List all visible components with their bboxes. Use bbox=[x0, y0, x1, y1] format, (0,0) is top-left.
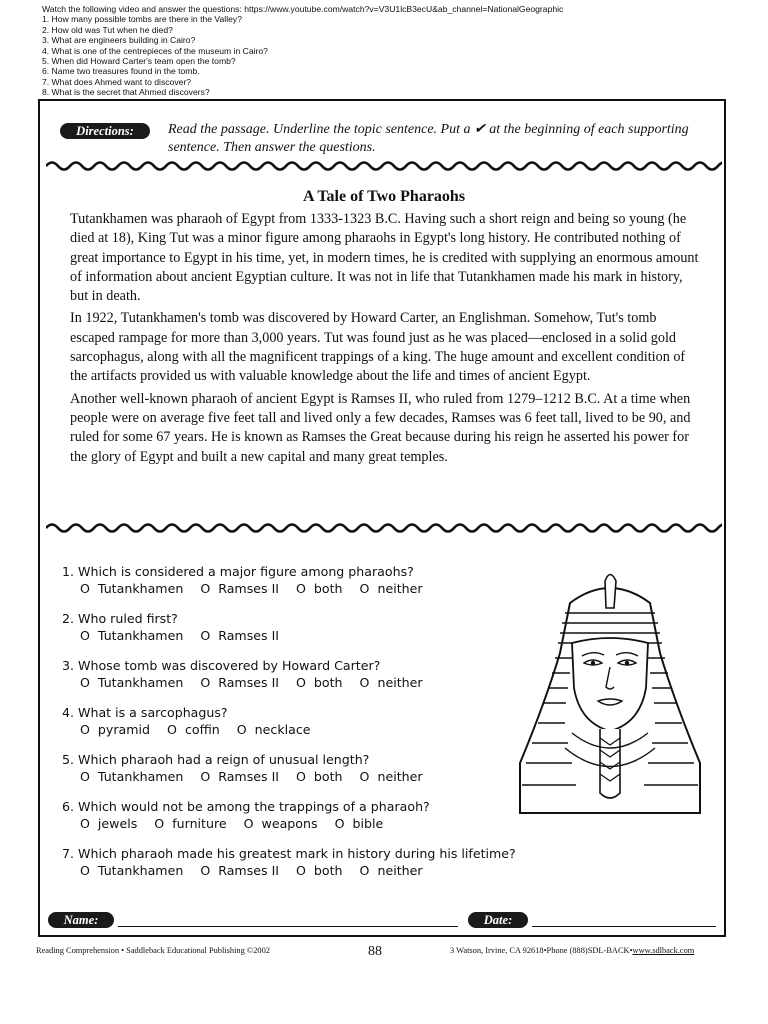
answer-option[interactable] bbox=[80, 815, 137, 832]
answer-option[interactable] bbox=[296, 674, 343, 691]
answer-bubble[interactable]: O bbox=[80, 628, 90, 643]
answer-option[interactable] bbox=[200, 580, 279, 597]
answer-bubble[interactable]: O bbox=[296, 769, 306, 784]
answer-bubble[interactable]: O bbox=[334, 816, 345, 831]
answer-option[interactable] bbox=[360, 674, 423, 691]
passage-title: A Tale of Two Pharaohs bbox=[302, 188, 466, 205]
answer-bubble[interactable]: O bbox=[243, 816, 254, 831]
answer-option[interactable] bbox=[80, 627, 183, 644]
answer-label: both bbox=[313, 769, 343, 784]
answer-option[interactable] bbox=[200, 768, 279, 785]
video-question: 1. How many possible tombs are there in the Valley? bbox=[42, 14, 242, 25]
answer-label: neither bbox=[377, 863, 423, 878]
question-options bbox=[62, 768, 502, 785]
answer-bubble[interactable]: O bbox=[200, 863, 211, 878]
answer-bubble[interactable]: O bbox=[200, 581, 211, 596]
pharaoh-mask-icon bbox=[510, 563, 710, 818]
question-list bbox=[62, 563, 516, 892]
question-text: 6. Which would not be among the trappings of a pharaoh? bbox=[62, 799, 430, 814]
answer-option[interactable] bbox=[200, 674, 279, 691]
answer-label: coffin bbox=[184, 722, 220, 737]
answer-label: Ramses II bbox=[218, 863, 279, 878]
passage-paragraph: In 1922, Tutankhamen's tomb was discovered by Howard Carter, an Englishman. Somehow, Tut's tomb escaped rampage for more than 3,000 years. Tut was found just as he was placed—enclosed in a solid gold sarcophagus, along with all the magnificent trappings of a king. The huge amount and excellent condition of the artifacts provided us with valuable knowledge about the life and times of ancient Egypt. bbox=[70, 310, 686, 385]
video-question: 3. What are engineers building in Cairo? bbox=[42, 35, 196, 46]
answer-bubble[interactable]: O bbox=[236, 722, 247, 737]
question-text: 3. Whose tomb was discovered by Howard Carter? bbox=[62, 658, 381, 673]
question-text: 5. Which pharaoh had a reign of unusual length? bbox=[62, 752, 370, 767]
footer-right bbox=[450, 946, 694, 955]
answer-option[interactable] bbox=[200, 862, 279, 879]
video-question: 6. Name two treasures found in the tomb. bbox=[42, 66, 200, 77]
answer-label: Ramses II bbox=[218, 581, 279, 596]
answer-label: Tutankhamen bbox=[97, 769, 184, 784]
answer-bubble[interactable]: O bbox=[200, 628, 211, 643]
publisher-link[interactable]: www.sdlback.com bbox=[632, 946, 695, 955]
answer-bubble[interactable]: O bbox=[80, 863, 90, 878]
answer-bubble[interactable]: O bbox=[359, 581, 370, 596]
passage-paragraph: Tutankhamen was pharaoh of Egypt from 1333-1323 B.C. Having such a short reign and being so young (he died at 18), King Tut was a minor figure among pharaohs in Egypt's long history. He contributed nothing of great importance to Egypt in his time, yet, in modern times, he is credited with supplying an enormous amount of information about ancient Egyptian culture. It was not in life that Tutankhamen made his mark in history, but in death. bbox=[70, 211, 699, 305]
answer-bubble[interactable]: O bbox=[359, 863, 370, 878]
answer-option[interactable] bbox=[360, 580, 423, 597]
answer-option[interactable] bbox=[200, 627, 279, 644]
question-options bbox=[62, 580, 502, 597]
video-intro: Watch the following video and answer the questions: https://www.youtube.com/watch?v=V3U1lcB3ecU&ab_channel=NationalGeographic bbox=[42, 4, 564, 14]
video-question: 4. What is one of the centrepieces of the museum in Cairo? bbox=[42, 45, 268, 56]
answer-bubble[interactable]: O bbox=[80, 722, 90, 737]
video-question: 7. What does Ahmed want to discover? bbox=[42, 76, 192, 87]
answer-label: bible bbox=[352, 816, 384, 831]
answer-label: pyramid bbox=[97, 722, 151, 737]
answer-label: neither bbox=[377, 769, 423, 784]
answer-label: Tutankhamen bbox=[97, 581, 184, 596]
passage bbox=[70, 210, 700, 470]
name-label: Name: bbox=[48, 912, 114, 928]
video-question: 2. How old was Tut when he died? bbox=[42, 24, 173, 35]
answer-option[interactable] bbox=[80, 862, 183, 879]
answer-option[interactable] bbox=[154, 815, 226, 832]
question-item bbox=[62, 798, 502, 832]
page-number: 88 bbox=[368, 944, 382, 959]
answer-option[interactable] bbox=[296, 862, 343, 879]
answer-option[interactable] bbox=[296, 580, 343, 597]
question-item bbox=[62, 657, 502, 691]
answer-option[interactable] bbox=[237, 721, 311, 738]
worksheet-frame bbox=[38, 99, 726, 937]
question-options bbox=[62, 862, 502, 879]
answer-label: Tutankhamen bbox=[97, 675, 184, 690]
wavy-divider bbox=[46, 521, 722, 535]
wavy-divider bbox=[46, 159, 722, 173]
answer-option[interactable] bbox=[360, 862, 423, 879]
answer-label: jewels bbox=[97, 816, 138, 831]
video-question: 5. When did Howard Carter's team open the tomb? bbox=[42, 56, 236, 67]
answer-option[interactable] bbox=[296, 768, 343, 785]
answer-option[interactable] bbox=[80, 721, 150, 738]
question-options bbox=[62, 627, 502, 644]
answer-bubble[interactable]: O bbox=[154, 816, 165, 831]
answer-label: necklace bbox=[254, 722, 311, 737]
answer-label: Tutankhamen bbox=[97, 628, 184, 643]
date-label: Date: bbox=[468, 912, 528, 928]
question-text: 7. Which pharaoh made his greatest mark in history during his lifetime? bbox=[62, 846, 516, 861]
passage-paragraph: Another well-known pharaoh of ancient Egypt is Ramses II, who ruled from 1279–1212 B.C. At a time when people were on average five feet tall and lived only a few decades, Ramses was 6 feet tall, lived to be 90, and ruled for some 67 years. He is known as Ramses the Great because during his reign he asserted his power for the glory of Egypt and built a new capital and many great temples. bbox=[70, 390, 691, 465]
answer-label: furniture bbox=[172, 816, 227, 831]
answer-label: neither bbox=[377, 675, 423, 690]
question-options bbox=[62, 721, 502, 738]
question-text: 2. Who ruled first? bbox=[62, 611, 178, 626]
directions-badge: Directions: bbox=[60, 123, 150, 139]
answer-bubble[interactable]: O bbox=[80, 769, 90, 784]
question-options bbox=[62, 815, 502, 832]
question-item bbox=[62, 845, 516, 879]
date-line[interactable] bbox=[532, 926, 716, 927]
answer-bubble[interactable]: O bbox=[296, 675, 306, 690]
answer-bubble[interactable]: O bbox=[296, 581, 306, 596]
answer-bubble[interactable]: O bbox=[80, 816, 90, 831]
answer-label: both bbox=[313, 581, 343, 596]
answer-option[interactable] bbox=[80, 768, 183, 785]
answer-bubble[interactable]: O bbox=[200, 675, 211, 690]
answer-bubble[interactable]: O bbox=[80, 675, 90, 690]
answer-bubble[interactable]: O bbox=[167, 722, 177, 737]
answer-label: Ramses II bbox=[218, 628, 279, 643]
answer-option[interactable] bbox=[167, 721, 220, 738]
answer-option[interactable] bbox=[360, 768, 423, 785]
answer-bubble[interactable]: O bbox=[200, 769, 211, 784]
answer-label: both bbox=[313, 863, 343, 878]
question-item bbox=[62, 563, 502, 597]
answer-bubble[interactable]: O bbox=[80, 581, 90, 596]
directions-text: Read the passage. Underline the topic sentence. Put a ✔ at the beginning of each supporting sentence. Then answer the questions. bbox=[168, 122, 689, 155]
question-item bbox=[62, 751, 502, 785]
footer-contact: 3 Watson, Irvine, CA 92618•Phone (888)SDL-BACK• bbox=[450, 946, 633, 955]
question-item bbox=[62, 610, 502, 644]
answer-label: neither bbox=[377, 581, 423, 596]
question-options bbox=[62, 674, 502, 691]
answer-label: both bbox=[313, 675, 343, 690]
answer-label: Ramses II bbox=[218, 675, 279, 690]
answer-bubble[interactable]: O bbox=[296, 863, 306, 878]
video-questions bbox=[42, 4, 742, 98]
video-question: 8. What is the secret that Ahmed discovers? bbox=[42, 87, 210, 98]
question-text: 4. What is a sarcophagus? bbox=[62, 705, 228, 720]
question-item bbox=[62, 704, 502, 738]
answer-label: Ramses II bbox=[218, 769, 279, 784]
answer-option[interactable] bbox=[335, 815, 384, 832]
answer-bubble[interactable]: O bbox=[359, 769, 370, 784]
answer-label: Tutankhamen bbox=[97, 863, 184, 878]
name-line[interactable] bbox=[118, 926, 458, 927]
answer-label: weapons bbox=[261, 816, 318, 831]
question-text: 1. Which is considered a major figure among pharaohs? bbox=[62, 564, 414, 579]
answer-bubble[interactable]: O bbox=[359, 675, 370, 690]
answer-option[interactable] bbox=[244, 815, 318, 832]
answer-option[interactable] bbox=[80, 580, 183, 597]
footer-left: Reading Comprehension • Saddleback Educational Publishing ©2002 bbox=[36, 946, 270, 955]
answer-option[interactable] bbox=[80, 674, 183, 691]
